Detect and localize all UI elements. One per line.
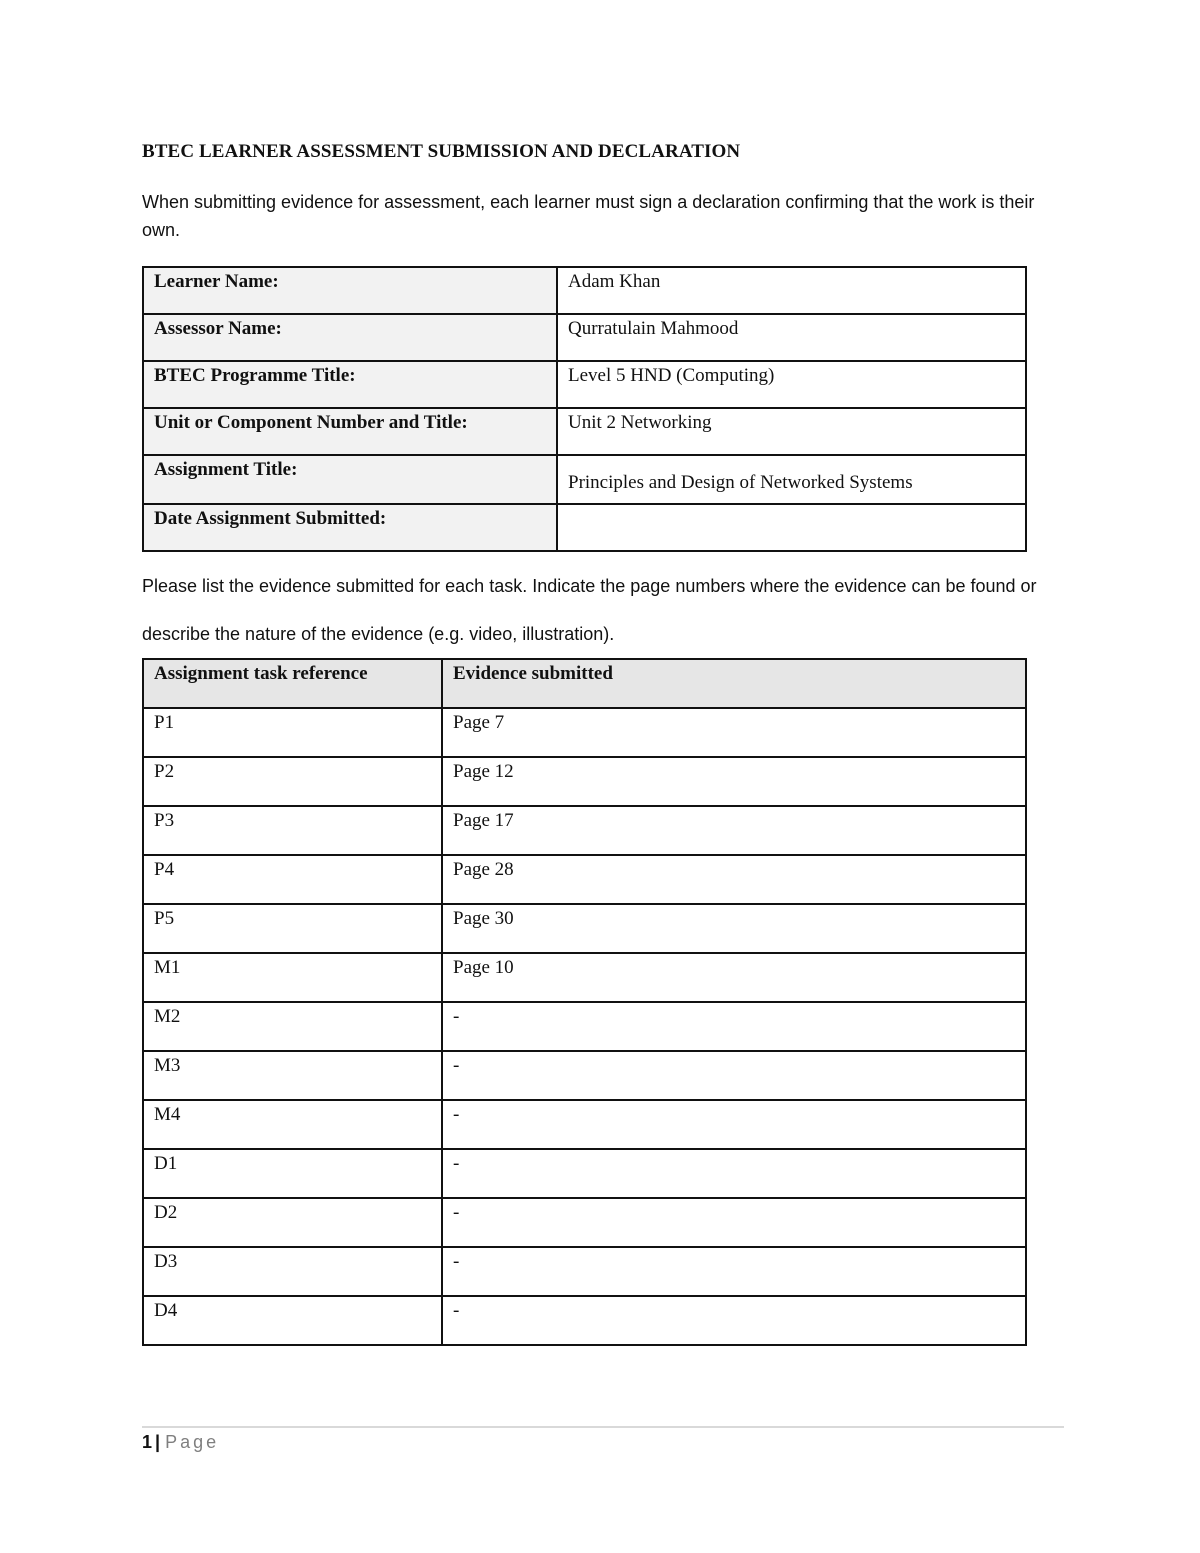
task-reference: M2 [143,1002,442,1051]
details-value [557,504,1026,551]
task-reference: D1 [143,1149,442,1198]
details-value: Adam Khan [557,267,1026,314]
table-row [143,1198,1026,1247]
learner-details-table [142,266,1027,552]
evidence-cell: Page 7 [442,708,1026,757]
intro-paragraph: When submitting evidence for assessment, each learner must sign a declaration confirming that the work is their own. [142,192,1035,240]
details-label: Assessor Name: [143,314,557,361]
evidence-cell: Page 28 [442,855,1026,904]
footer-divider [142,1426,1064,1428]
footer-separator: | [155,1432,162,1452]
task-reference: M4 [143,1100,442,1149]
task-reference: P1 [143,708,442,757]
details-value: Principles and Design of Networked Systems [557,455,1026,504]
details-value: Level 5 HND (Computing) [557,361,1026,408]
details-row [143,314,1026,361]
task-reference: D4 [143,1296,442,1345]
evidence-cell: - [442,1296,1026,1345]
evidence-cell: - [442,1247,1026,1296]
table-row [143,953,1026,1002]
header-task-reference: Assignment task reference [143,659,442,708]
evidence-cell: Page 12 [442,757,1026,806]
table-row [143,855,1026,904]
table-row [143,904,1026,953]
evidence-cell: - [442,1100,1026,1149]
task-reference: P5 [143,904,442,953]
evidence-cell: - [442,1149,1026,1198]
table-row [143,1051,1026,1100]
task-reference: M1 [143,953,442,1002]
details-row [143,408,1026,455]
details-value: Unit 2 Networking [557,408,1026,455]
header-evidence-submitted: Evidence submitted [442,659,1026,708]
details-row [143,455,1026,504]
table-row [143,708,1026,757]
table-row [143,806,1026,855]
details-row [143,361,1026,408]
details-label: Unit or Component Number and Title: [143,408,557,455]
page-number: 1 [142,1432,154,1452]
document-title: BTEC LEARNER ASSESSMENT SUBMISSION AND DECLARATION [142,141,741,162]
task-reference: D3 [143,1247,442,1296]
table-row [143,1296,1026,1345]
evidence-table [142,658,1027,1346]
evidence-cell: - [442,1198,1026,1247]
details-label: BTEC Programme Title: [143,361,557,408]
evidence-instructions: Please list the evidence submitted for each task. Indicate the page numbers where the evidence can be found or describe the nature of the evidence (e.g. video, illustration). [142,576,1037,644]
table-row [143,1100,1026,1149]
evidence-header-row [143,659,1026,708]
evidence-cell: Page 30 [442,904,1026,953]
table-row [143,757,1026,806]
table-row [143,1247,1026,1296]
details-label: Date Assignment Submitted: [143,504,557,551]
page-footer [142,1432,219,1453]
details-label: Assignment Title: [143,455,557,504]
details-row [143,267,1026,314]
evidence-cell: - [442,1051,1026,1100]
evidence-cell: Page 17 [442,806,1026,855]
table-row [143,1002,1026,1051]
details-row [143,504,1026,551]
task-reference: P4 [143,855,442,904]
evidence-cell: Page 10 [442,953,1026,1002]
details-label: Learner Name: [143,267,557,314]
page-label: Page [165,1432,220,1452]
task-reference: P3 [143,806,442,855]
table-row [143,1149,1026,1198]
task-reference: M3 [143,1051,442,1100]
details-value: Qurratulain Mahmood [557,314,1026,361]
task-reference: P2 [143,757,442,806]
evidence-cell: - [442,1002,1026,1051]
task-reference: D2 [143,1198,442,1247]
